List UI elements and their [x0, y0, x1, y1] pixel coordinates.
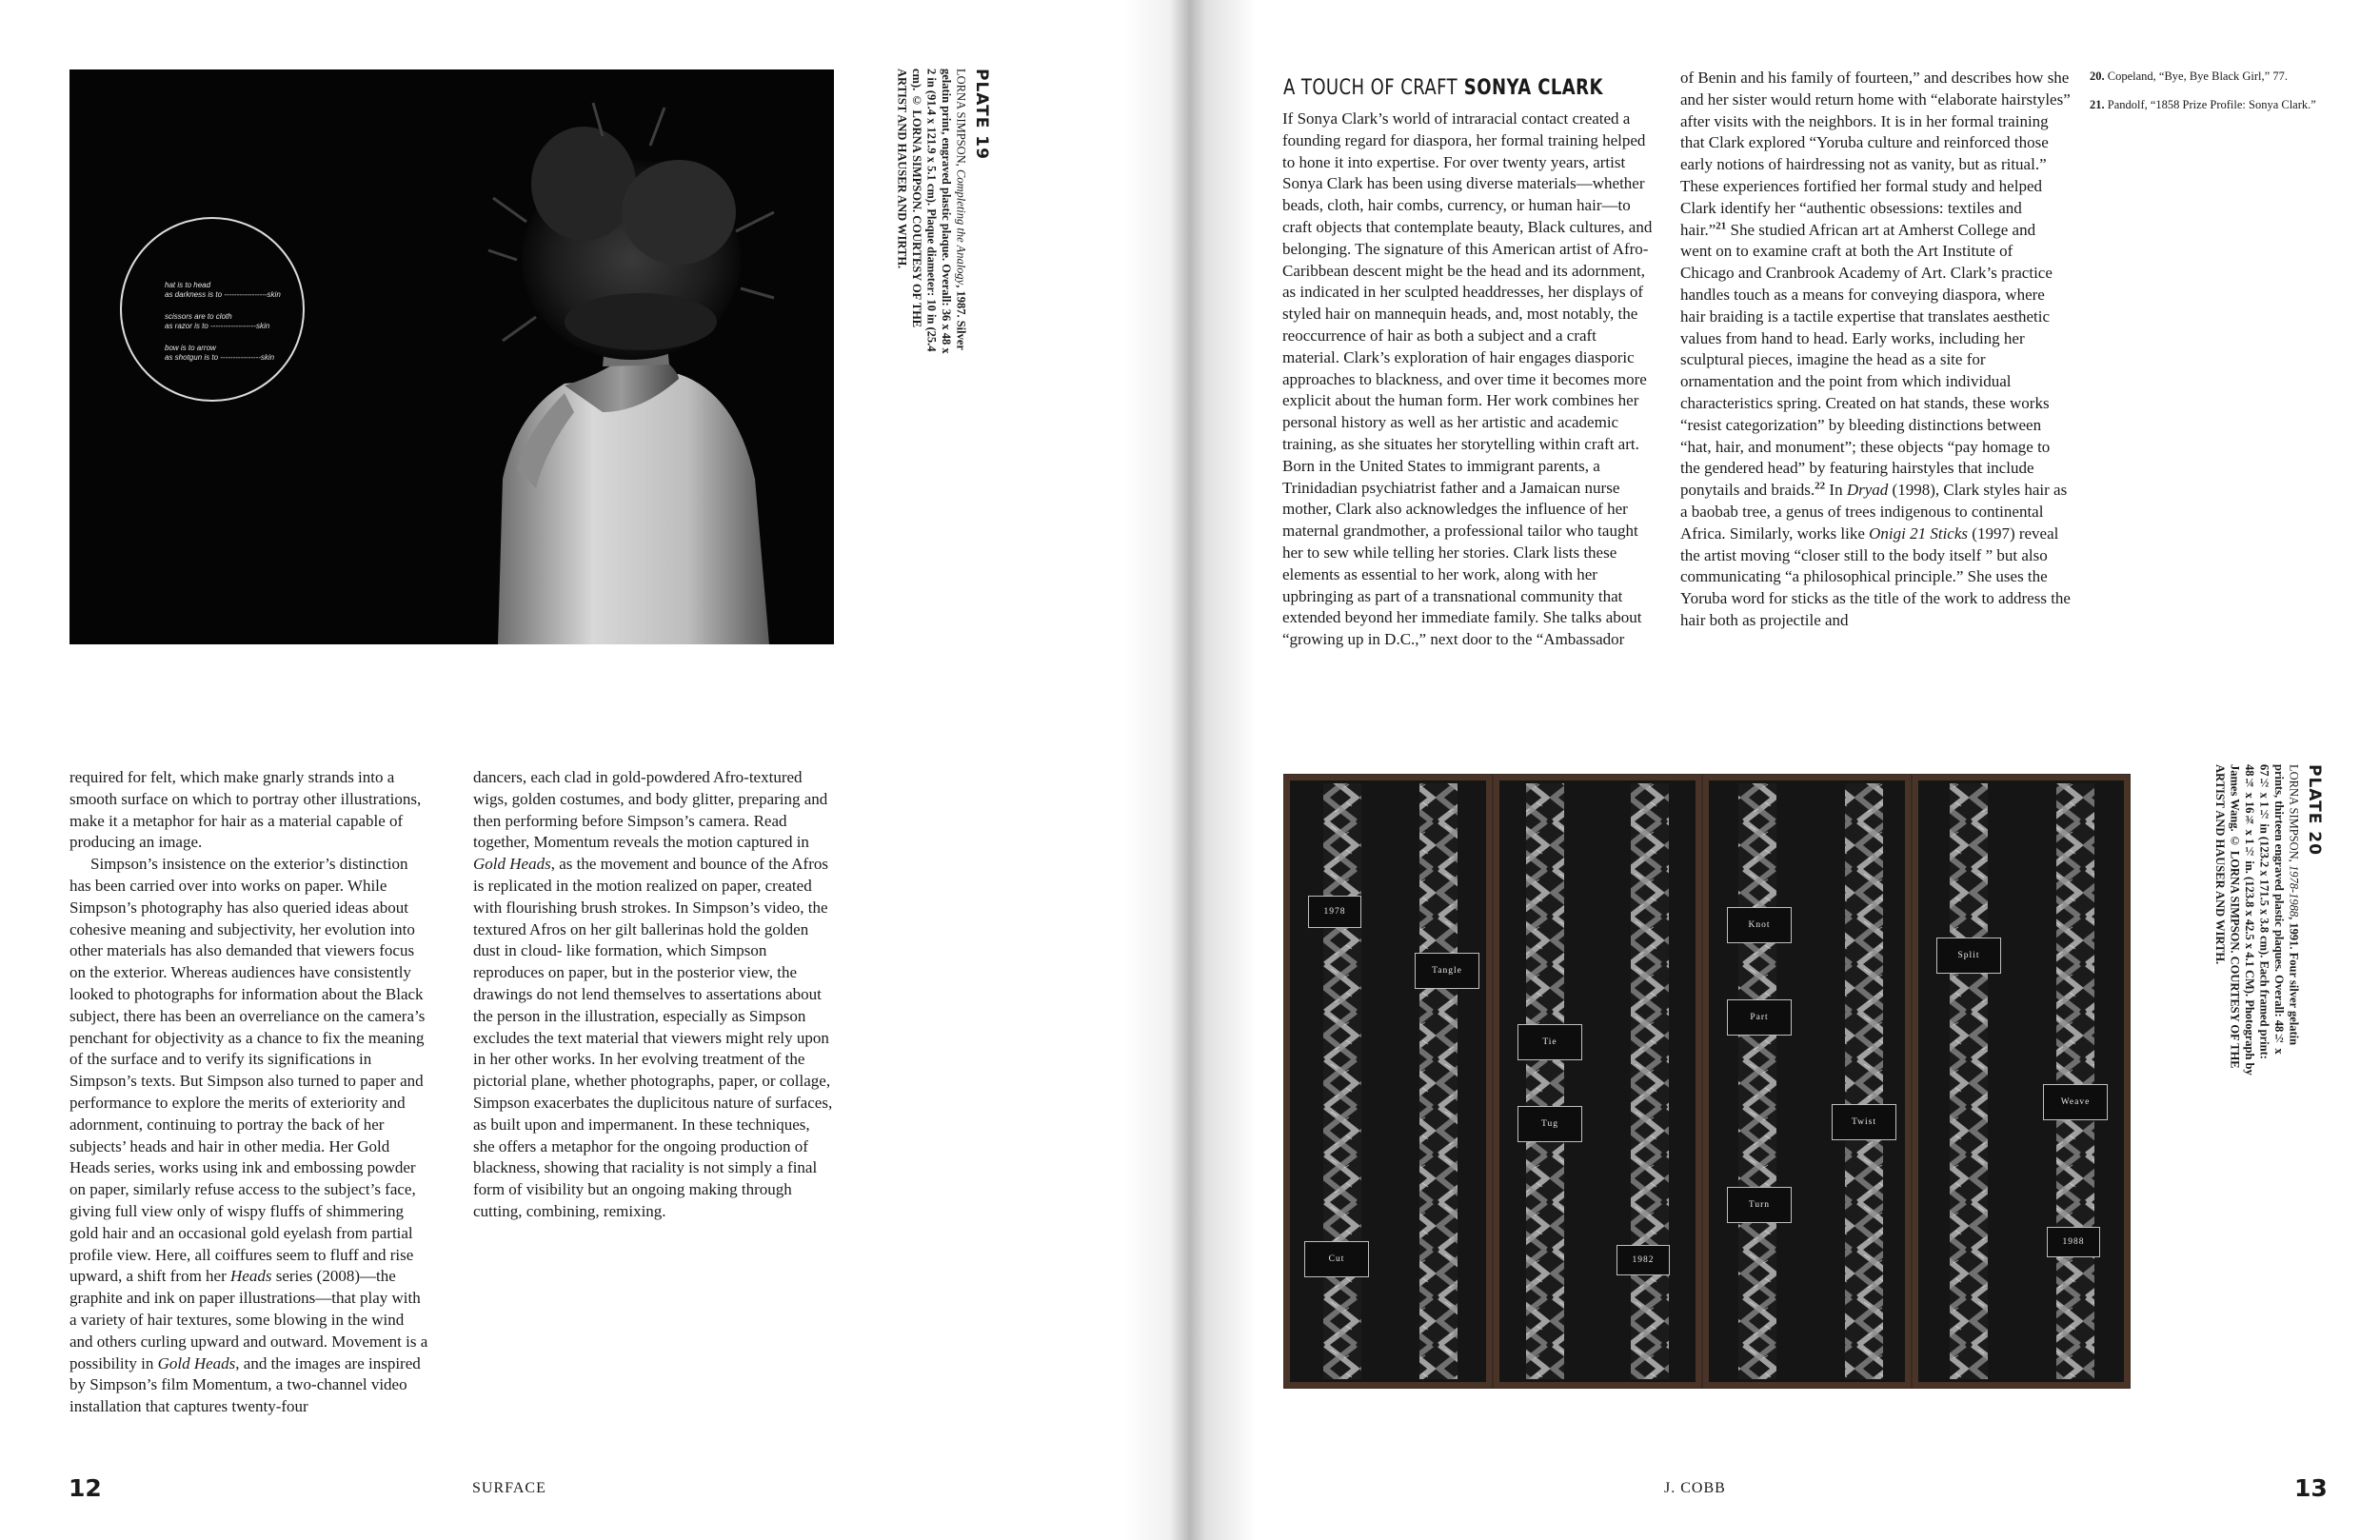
footnote-20-number: 20. — [2090, 69, 2105, 83]
footnotes — [2090, 68, 2347, 125]
plaque-label-1982: 1982 — [1616, 1245, 1670, 1275]
plaque-line-1a: hat is to head — [165, 281, 211, 289]
running-head-left: SURFACE — [472, 1480, 546, 1496]
engraved-plaque — [121, 218, 304, 401]
plate20-caption — [2159, 764, 2324, 1078]
right-paragraph-2 — [1680, 68, 2071, 632]
plate20-label: PLATE 20 — [2305, 764, 2324, 856]
right-column-1 — [1282, 109, 1654, 651]
section-heading-light: A TOUCH OF CRAFT — [1283, 76, 1458, 100]
left-para2-part-c: , and the images are inspired by Simpson’s film Momentum, a two-channel video installation that captures twenty-four — [69, 1353, 421, 1416]
left-col2-part-b: , as the movement and bounce of the Afros is replicated in the motion realized on paper, created with flourishing brush strokes. In Simpson’s video, the textured Afros on her gilt ballerinas hold the golden dust in cloud- like formation, which Simpson reproduces on paper, but in the posterior view, the drawings do not lend themselves to assertations about the person in the illustration, especially as Simpson excludes the text material that viewers might rely upon in her other works. In her evolving treatment of the pictorial plane, whether photographs, paper, or collage, Simpson exacerbates the duplicitous nature of surfaces, as built upon and impermanent. In these techniques, she offers a metaphor for the ongoing production of blackness, showing that raciality is not simply a final form of visibility but an ongoing making through cutting, combining, remixing. — [473, 855, 833, 1220]
svg-text:hat is to head — [165, 281, 211, 289]
right-col2-part-a: of Benin and his family of fourteen,” and describes how she and her sister would return home with “elaborate hairstyles” after visits with the neighbors. It is in her formal training that Clark explored “Yoruba culture and reinforced those early notions of hairdressing not as vanity, but as ritual.” These experiences fortified her formal study and helped Clark identify her “authentic obsessions: textiles and hair.” — [1680, 69, 2071, 239]
plate19-caption-text — [896, 69, 968, 354]
plate19-caption — [874, 69, 991, 354]
left-paragraph-2 — [69, 854, 431, 1418]
footnote-21-number: 21. — [2090, 98, 2105, 111]
plaque-label-cut: Cut — [1304, 1241, 1369, 1277]
plate20-title: 1978-1988 — [2287, 864, 2301, 918]
plate20-caption-text — [2213, 764, 2301, 1076]
plate20-photograph — [1283, 774, 2131, 1389]
plate20-details: , 1991. Four silver gelatin prints, thirteen engraved plastic plaques. Overall: 48½ x 67½ x 1½ in (123.2 x 171.5 x 3.8 cm). Each framed print: 48¼ x 16¾ x 1½ in. (123.8 x 42.5 x 4.1 CM). Photograph by James Wang. © LORNA SIMPSON. COURTESY OF THE ARTIST AND HAUSER AND WIRTH. — [2213, 764, 2301, 1076]
svg-text:scissors are to cloth: scissors are to cloth — [165, 312, 232, 321]
footnote-ref-22[interactable]: 22 — [1815, 480, 1826, 492]
left-col2-italic-gold-heads: Gold Heads — [473, 855, 551, 874]
footnote-21-text: Pandolf, “1858 Prize Profile: Sonya Clark.” — [2104, 98, 2316, 111]
right-col2-part-e: (1997) reveal the artist moving “closer still to the body itself ” but also communicating “a philosophical principle.” She uses the Yoruba word for sticks as the title of the work to address the hair both as projectile and — [1680, 523, 2071, 629]
plaque-label-weave: Weave — [2043, 1084, 2108, 1120]
right-col2-italic-dryad: Dryad — [1846, 481, 1889, 500]
left-para2-part-b: series (2008)—the graphite and ink on paper illustrations—that play with a variety of hair textures, some blowing in the wind and others curling upward and outward. Movement is a possibility in — [69, 1267, 428, 1372]
page-number-right: 13 — [2294, 1474, 2328, 1502]
plaque-line-2: as razor is to ------------------skin — [165, 322, 270, 330]
right-page — [1190, 0, 2380, 1540]
footnote-ref-21[interactable]: 21 — [1716, 219, 1727, 231]
plaque-label-1978: 1978 — [1308, 896, 1361, 928]
plaque-label-knot: Knot — [1727, 907, 1792, 943]
right-col2-part-b: She studied African art at Amherst College and went on to examine craft at both the Art Institute of Chicago and Cranbrook Academy of Art. Clark’s practice handles touch as a means for conveying diaspora, where hair braiding is a tactile expertise that translates aesthetic values from hand to head. Early works, including her sculptural pieces, imagine the head as a site for ornamentation and the point from which individual characteristics spring. Created on hat stands, these works “resist categorization” by bleeding distinctions between “hat, hair, and monument”; these objects “pay homage to the gendered head” by featuring hairstyles that include ponytails and braids. — [1680, 220, 2053, 500]
plaque-label-turn: Turn — [1727, 1187, 1792, 1223]
right-col2-part-c: In — [1825, 481, 1847, 500]
plaque-label-1988: 1988 — [2047, 1227, 2100, 1257]
plaque-line-3: as shotgun is to ----------------skin — [165, 353, 275, 362]
plaque-label-tie: Tie — [1517, 1024, 1582, 1060]
left-para2-part-a: Simpson’s insistence on the exterior’s distinction has been carried over into works on paper. While Simpson’s photography has also queried ideas about cohesive meaning and subjectivity, her evolution into other materials has also demanded that viewers focus on the exterior. Whereas audiences have consistently looked to photographs for information about the Black subject, there has been an overreliance on the camera’s penchant for objectivity as a chance to fix the meaning of the surface and to verify its significations in Simpson’s texts. But Simpson also turned to paper and performance to explore the merits of exteriority and adornment, continuing to portray the back of her subjects’ heads and hair in other media. Her Gold Heads series, works using ink and embossing powder on paper, similarly refuse access to the subject’s face, giving full view only of wispy fluffs of shimmering gold hair and an occasional gold eyelash from partial profile view. Here, all coiffures seem to fluff and rise upward, a shift from her — [69, 855, 426, 1286]
plaque-label-tug: Tug — [1517, 1106, 1582, 1142]
plaque-label-part: Part — [1727, 999, 1792, 1036]
right-col2-italic-onigi: Onigi 21 Sticks — [1869, 523, 1969, 543]
left-column-2 — [473, 767, 835, 1223]
left-col2-part-a: dancers, each clad in gold-powdered Afro-textured wigs, golden costumes, and body glitter, preparing and then performing before Simpson’s camera. Read together, Momentum reveals the motion captured in — [473, 768, 828, 852]
left-para2-italic-heads: Heads — [230, 1267, 272, 1286]
right-paragraph-1: If Sonya Clark’s world of intraracial contact created a founding regard for diaspora, her formal training helped to hone it into expertise. For over twenty years, artist Sonya Clark has been using diverse materials—whether beads, cloth, hair combs, currency, or human hair—to craft objects that contemplate beauty, Black cultures, and belonging. The signature of this American artist of Afro-Caribbean descent might be the head and its adornment, as indicated in her sculpted headdresses, her displays of styled hair on mannequin heads, and, most notably, the reoccurrence of hair as both a subject and a craft material. Clark’s exploration of hair engages diasporic approaches to blackness, and over time it becomes more explicit about the human form. Her work combines her personal history as well as her artistic and academic training, as she situates her storytelling within craft art. Born in the United States to immigrant parents, a Trinidadian psychiatrist father and a Jamaican nurse mother, Clark also acknowledges the influence of her maternal grandmother, a professional tailor who taught her to sew while telling her stories. Clark lists these elements as essential to her work, along with her upbringing as part of a transnational community that extended beyond her immediate family. She talks about “growing up in D.C.,” next door to the “Ambassador — [1282, 109, 1653, 649]
plate20-artist: LORNA SIMPSON, — [2287, 764, 2301, 865]
plaque-label-split: Split — [1936, 938, 2001, 974]
right-col2-part-d: (1998), Clark styles hair as a baobab tree, a genus of trees indigenous to continental Africa. Similarly, works like — [1680, 481, 2068, 543]
plaque-line-1: as darkness is to -----------------skin — [165, 290, 281, 299]
running-head-right: J. COBB — [1664, 1480, 1726, 1496]
left-paragraph-3 — [473, 767, 835, 1223]
svg-text:bow is to arrow: bow is to arrow — [165, 344, 216, 352]
footnote-20 — [2090, 68, 2347, 85]
plaque-label-tangle: Tangle — [1415, 953, 1479, 989]
plate20-frame-1 — [1287, 778, 1489, 1385]
footnote-21 — [2090, 96, 2347, 113]
plate19-title: Completing the Analogy — [954, 168, 968, 286]
section-heading — [1283, 76, 1603, 100]
left-column-1 — [69, 767, 431, 1418]
hair-shape — [488, 103, 774, 360]
right-column-2 — [1680, 68, 2071, 632]
plate19-photograph — [69, 69, 834, 644]
left-para2-italic-gold-heads: Gold Heads — [157, 1353, 236, 1372]
plaque-label-twist: Twist — [1832, 1104, 1896, 1140]
left-paragraph-1: required for felt, which make gnarly strands into a smooth surface on which to portray other illustrations, make it a metaphor for hair as a material capable of producing an image. — [69, 768, 422, 852]
page-number-left: 12 — [69, 1474, 102, 1502]
footnote-20-text: Copeland, “Bye, Bye Black Girl,” 77. — [2104, 69, 2288, 83]
plate20-frame-4 — [1915, 778, 2127, 1385]
section-heading-bold: SONYA CLARK — [1463, 76, 1603, 100]
plate19-artist: LORNA SIMPSON, — [954, 69, 968, 169]
plate19-label: PLATE 19 — [972, 69, 991, 160]
plate19-details: , 1987. Silver gelatin print, engraved plastic plaque. Overall: 36 x 48 x 2 in (91.4 x 121.9 x 5.1 cm). Plaque diameter: 10 in (25.4 cm). © LORNA SIMPSON. COURTESY OF THE ARTIST AND HAUSER AND WIRTH. — [895, 69, 968, 354]
